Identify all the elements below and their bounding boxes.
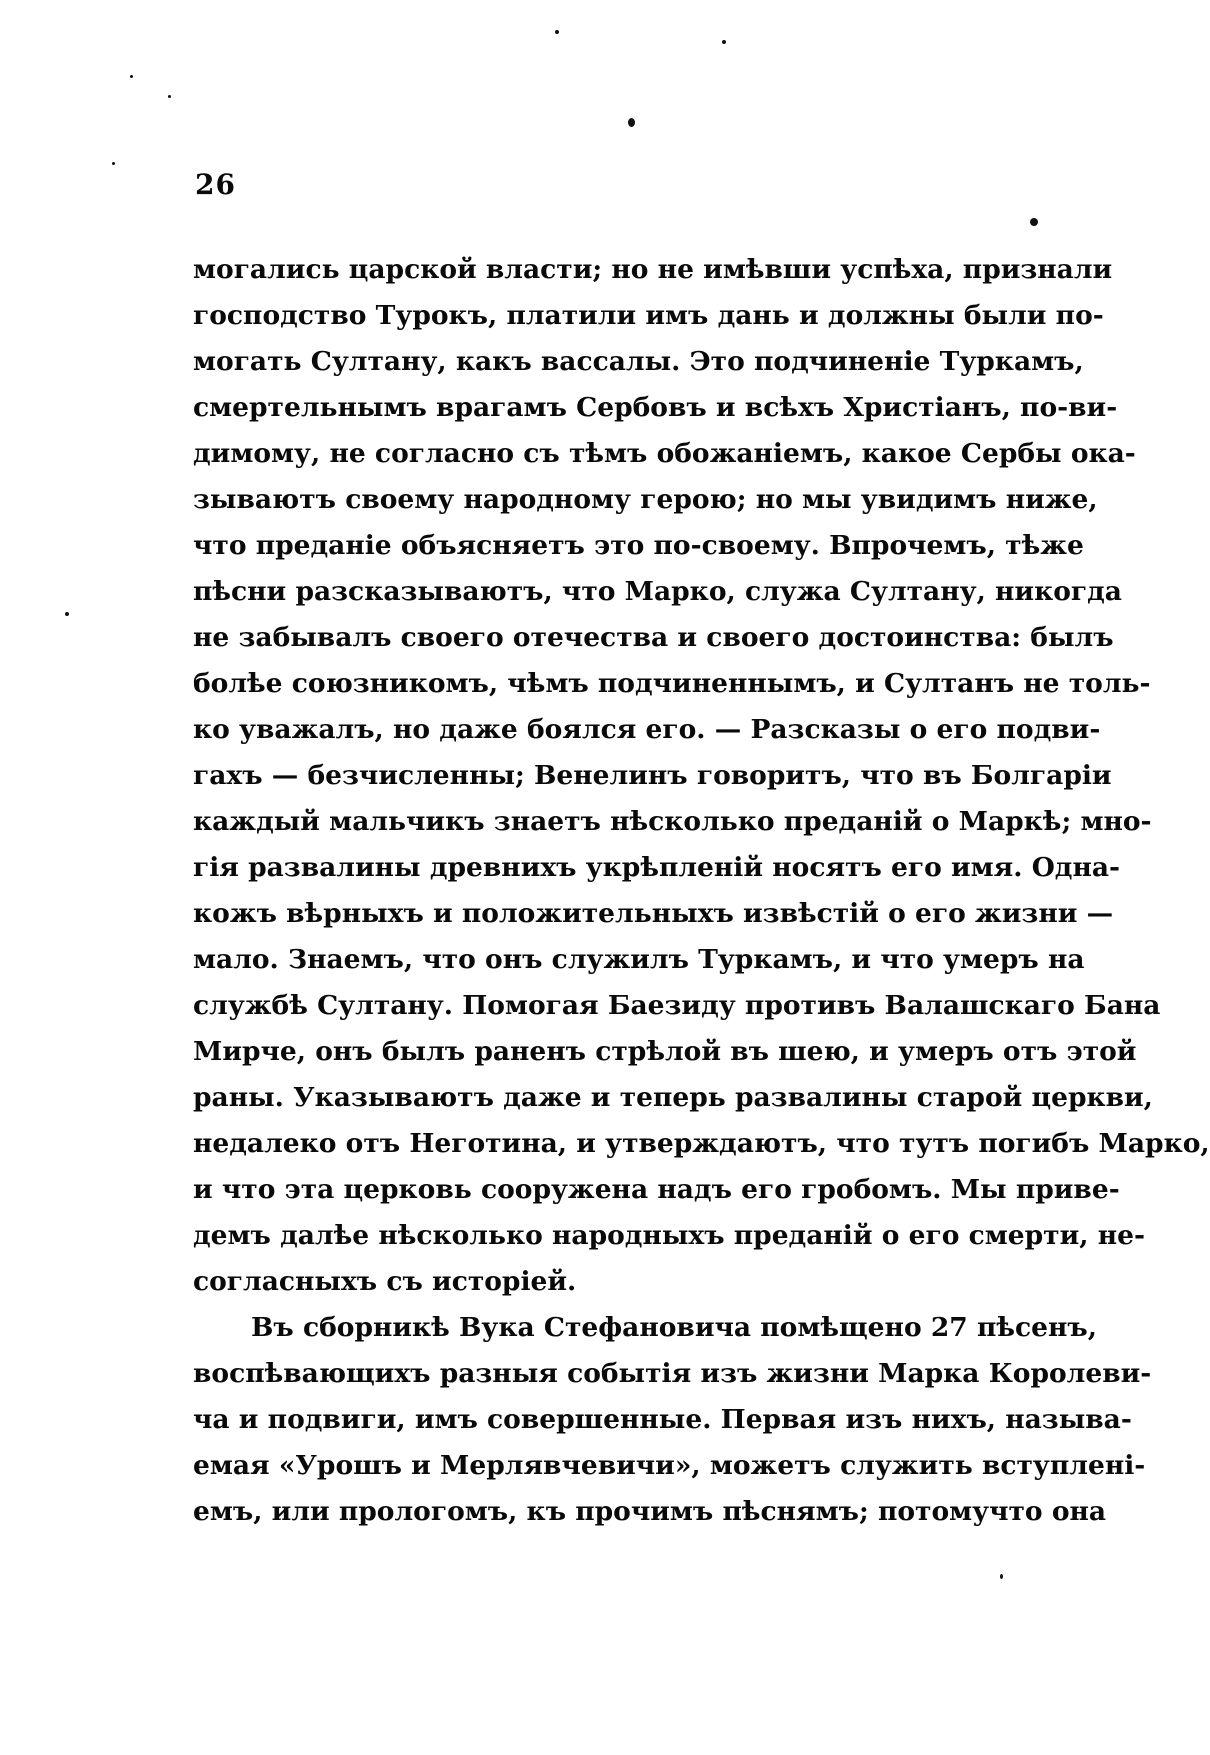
text-line: господство Турокъ, платили имъ дань и должны были по- (193, 300, 1104, 331)
text-line: смертельнымъ врагамъ Сербовъ и всѣхъ Христіанъ, по-ви- (193, 392, 1118, 423)
text-line: ко уважалъ, но даже боялся его. — Разсказы о его подви- (193, 714, 1101, 745)
text-line: болѣе союзникомъ, чѣмъ подчиненнымъ, и Султанъ не толь- (193, 668, 1151, 699)
ink-speck (65, 612, 69, 616)
ink-speck (112, 162, 115, 165)
text-line: воспѣвающихъ разныя событія изъ жизни Марка Королеви- (193, 1358, 1152, 1389)
text-line: могались царской власти; но не имѣвши успѣха, признали (193, 254, 1113, 285)
ink-speck (555, 30, 559, 34)
text-line: емая «Урошъ и Мерлявчевичи», можетъ служить вступлені- (193, 1450, 1146, 1481)
text-line: недалеко отъ Неготина, и утверждаютъ, что тутъ погибъ Марко, (193, 1128, 1210, 1159)
text-line: Мирче, онъ былъ раненъ стрѣлой въ шею, и умеръ отъ этой (193, 1036, 1137, 1067)
ink-speck (628, 118, 635, 127)
text-line: могать Султану, какъ вассалы. Это подчиненіе Туркамъ, (193, 346, 1084, 377)
text-line: службѣ Султану. Помогая Баезиду противъ Валашскаго Бана (193, 990, 1161, 1021)
text-line: димому, не согласно съ тѣмъ обожаніемъ, какое Сербы ока- (193, 438, 1136, 469)
ink-speck (722, 40, 726, 44)
text-line: не забывалъ своего отечества и своего достоинства: былъ (193, 622, 1114, 653)
text-line: ча и подвиги, имъ совершенные. Первая изъ нихъ, называ- (193, 1404, 1132, 1435)
text-line: зываютъ своему народному герою; но мы увидимъ ниже, (193, 484, 1098, 515)
text-line: гія развалины древнихъ укрѣпленій носятъ его имя. Одна- (193, 852, 1121, 883)
text-line: согласныхъ съ исторіей. (193, 1266, 577, 1297)
text-line: и что эта церковь сооружена надъ его гробомъ. Мы приве- (193, 1174, 1120, 1205)
page-number: 26 (195, 168, 236, 201)
text-line: пѣсни разсказываютъ, что Марко, служа Султану, никогда (193, 576, 1122, 607)
text-line: кожъ вѣрныхъ и положительныхъ извѣстій о его жизни — (193, 898, 1114, 929)
text-line: демъ далѣе нѣсколько народныхъ преданій о его смерти, не- (193, 1220, 1145, 1251)
text-line: раны. Указываютъ даже и теперь развалины старой церкви, (193, 1082, 1153, 1113)
text-line: Въ сборникѣ Вука Стефановича помѣщено 27 пѣсенъ, (251, 1312, 1097, 1343)
ink-speck (130, 75, 133, 78)
ink-speck (1000, 1574, 1003, 1579)
body-text (193, 247, 1210, 1535)
text-line: емъ, или прологомъ, къ прочимъ пѣснямъ; потомучто она (193, 1496, 1107, 1527)
text-line: гахъ — безчисленны; Венелинъ говоритъ, что въ Болгаріи (193, 760, 1112, 791)
text-line: каждый мальчикъ знаетъ нѣсколько преданій о Маркѣ; мно- (193, 806, 1152, 837)
text-line: мало. Знаемъ, что онъ служилъ Туркамъ, и что умеръ на (193, 944, 1085, 975)
ink-speck (168, 95, 171, 98)
text-line: что преданіе объясняетъ это по-своему. Впрочемъ, тѣже (193, 530, 1084, 561)
ink-speck (1030, 218, 1038, 226)
